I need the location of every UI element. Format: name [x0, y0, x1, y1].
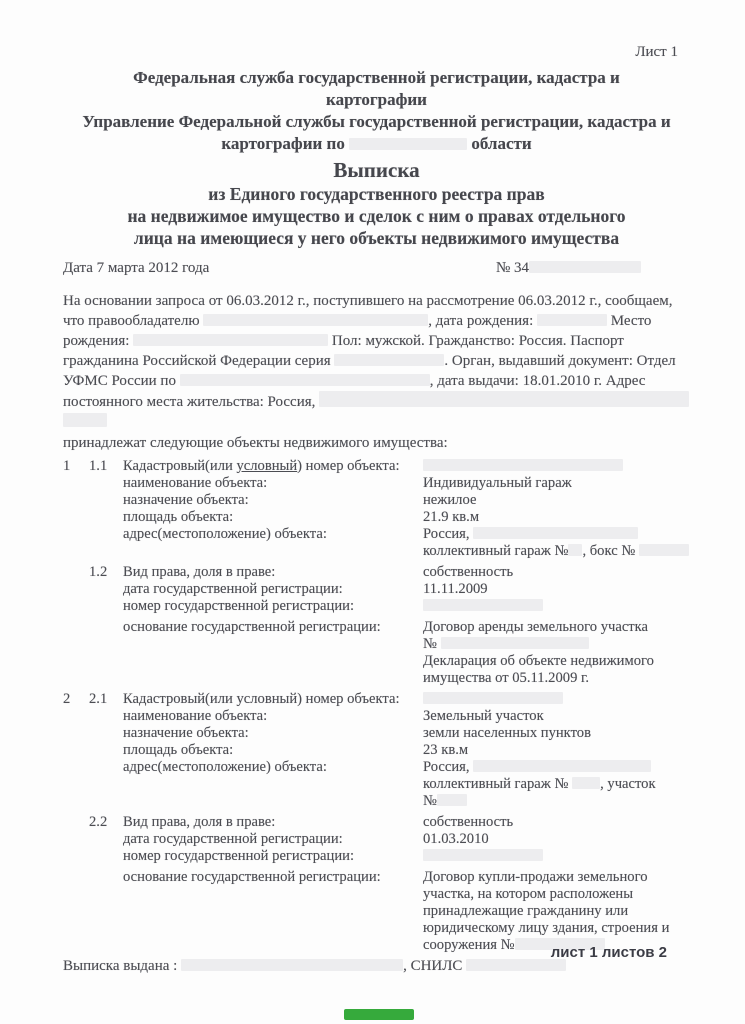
property-row [63, 708, 690, 725]
field-value [423, 691, 690, 708]
text-segment: принадлежащие гражданину или [423, 903, 629, 919]
value-line [423, 475, 690, 492]
title-line-3: на недвижимое имущество и сделок с ним о правах отдельного [127, 206, 626, 226]
field-label [123, 691, 423, 708]
property-list [63, 458, 690, 954]
redaction-box [423, 692, 563, 704]
value-line [423, 886, 690, 903]
text-segment: дата государственной регистрации: [123, 831, 343, 847]
text-segment: ) номер объекта: [297, 458, 400, 474]
title-line-1: Выписка [333, 158, 420, 182]
field-label [123, 848, 423, 865]
header-line-4 [63, 133, 690, 155]
redaction-box [437, 794, 467, 806]
title-line-2: из Единого государственного реестра прав [208, 184, 545, 204]
text-segment: номер государственной регистрации: [123, 598, 355, 614]
property-row [63, 742, 690, 759]
value-line [423, 636, 690, 653]
redaction-box [203, 314, 428, 326]
property-row [63, 581, 690, 598]
field-label [123, 526, 423, 543]
text-segment: № 34 [496, 260, 530, 276]
value-line [423, 458, 690, 475]
text-segment: гражданина Российской Федерации серия [63, 353, 335, 369]
text-segment: наименование объекта: [123, 475, 268, 491]
text-segment: участка, на котором расположены [423, 886, 634, 902]
sub-item-number: 1.1 [89, 458, 108, 474]
text-segment: Кадастровый(или условный) номер объекта: [123, 691, 400, 707]
value-line [423, 691, 690, 708]
item-number: 2 [63, 691, 71, 707]
field-label [123, 619, 423, 636]
field-value [423, 458, 690, 475]
text-segment: Договор аренды земельного участка [423, 619, 649, 635]
property-row [63, 869, 690, 954]
text-segment: Индивидуальный гараж [423, 475, 572, 491]
sheet-label: Лист 1 [635, 44, 678, 60]
text-segment: номер государственной регистрации: [123, 848, 355, 864]
belongs-line: принадлежат следующие объекты недвижимого имущества: [63, 435, 448, 451]
text-segment: площадь объекта: [123, 742, 234, 758]
text-segment: Выписка выдана : [63, 958, 182, 974]
value-line [423, 831, 690, 848]
underlined-text: условный [236, 458, 298, 474]
text-segment: назначение объекта: [123, 492, 249, 508]
field-value [423, 869, 690, 954]
redaction-box [423, 849, 543, 861]
redaction-box [473, 527, 638, 539]
redaction-box [572, 777, 600, 789]
sub-item-number: 2.1 [89, 691, 108, 707]
text-segment: Пол: мужской. Гражданство: Россия. Паспорт [328, 333, 624, 349]
bottom-green-bar [344, 1009, 414, 1020]
field-value [423, 509, 690, 526]
field-value [423, 831, 690, 848]
text-segment: основание государственной регистрации: [123, 619, 381, 635]
text-segment: Место [606, 313, 652, 329]
text-segment: дата государственной регистрации: [123, 581, 343, 597]
text-segment: Россия, [423, 526, 474, 542]
field-label [123, 598, 423, 615]
field-value [423, 759, 690, 810]
property-row [63, 458, 690, 475]
value-line [423, 725, 690, 742]
value-line [423, 619, 690, 636]
intro-paragraph [63, 291, 690, 453]
text-segment: Земельный участок [423, 708, 544, 724]
property-row [63, 814, 690, 831]
value-line [423, 869, 690, 886]
text-segment: Вид права, доля в праве: [123, 564, 276, 580]
text-segment: имущества от 05.11.2009 г. [423, 670, 589, 686]
property-row [63, 725, 690, 742]
redaction-box [180, 374, 430, 386]
value-line [423, 903, 690, 920]
value-line [423, 653, 690, 670]
field-label [123, 564, 423, 581]
intro-line [63, 291, 690, 311]
text-segment: картографии по [221, 134, 350, 153]
field-value [423, 814, 690, 831]
field-label [123, 869, 423, 886]
document-header [63, 67, 690, 155]
text-segment: нежилое [423, 492, 477, 508]
text-segment: собственность [423, 564, 514, 580]
page-counter: лист 1 листов 2 [550, 944, 667, 961]
value-line [423, 581, 690, 598]
field-value [423, 581, 690, 598]
field-value [423, 848, 690, 865]
field-label [123, 708, 423, 725]
text-segment: земли населенных пунктов [423, 725, 591, 741]
text-segment: № [423, 793, 437, 809]
field-label [123, 492, 423, 509]
field-value [423, 564, 690, 581]
text-segment: коллективный гараж № [423, 543, 569, 559]
redaction-box [133, 334, 328, 346]
field-label [123, 509, 423, 526]
field-label [123, 742, 423, 759]
text-segment: Декларация об объекте недвижимого [423, 653, 654, 669]
text-segment: 23 кв.м [423, 742, 469, 758]
title-line-4: лица на имеющиеся у него объекты недвижимого имущества [133, 228, 620, 248]
text-segment: , дата рождения: [428, 313, 537, 329]
redaction-box [537, 314, 607, 326]
text-segment: рождения: [63, 333, 134, 349]
value-line [423, 543, 690, 560]
value-line [423, 776, 690, 793]
intro-line [63, 331, 690, 351]
field-value [423, 475, 690, 492]
value-line [423, 670, 690, 687]
field-label [123, 831, 423, 848]
value-line [423, 708, 690, 725]
redaction-box [334, 354, 444, 366]
meta-row [63, 259, 690, 278]
text-segment: , участок [600, 776, 656, 792]
text-segment: Вид права, доля в праве: [123, 814, 276, 830]
text-segment: УФМС России по [63, 373, 180, 389]
sub-item-number: 2.2 [89, 814, 108, 830]
document-title [63, 157, 690, 249]
text-segment: , дата выдачи: 18.01.2010 г. Адрес [429, 373, 646, 389]
property-row [63, 475, 690, 492]
text-segment: назначение объекта: [123, 725, 249, 741]
value-line [423, 492, 690, 509]
field-label [123, 475, 423, 492]
text-segment: На основании запроса от 06.03.2012 г., поступившего на рассмотрение 06.03.2012 г., сообщаем, [63, 293, 673, 309]
text-segment: области [467, 134, 532, 153]
field-label [123, 458, 423, 475]
text-segment: юридическому лицу здания, строения и [423, 920, 670, 936]
field-value [423, 598, 690, 615]
text-segment: , бокс № [582, 543, 639, 559]
intro-line [63, 371, 690, 391]
redaction-box [423, 459, 623, 471]
text-segment: 11.11.2009 [423, 581, 488, 597]
redaction-box [441, 637, 589, 649]
value-line [423, 598, 690, 615]
text-segment: адрес(местоположение) объекта: [123, 526, 327, 542]
field-value [423, 708, 690, 725]
text-segment: постоянного места жительства: Россия, [63, 394, 320, 410]
property-row [63, 831, 690, 848]
redaction-box [319, 391, 689, 407]
redaction-box [423, 599, 543, 611]
field-label [123, 814, 423, 831]
redaction-box [568, 544, 582, 556]
document-date: Дата 7 марта 2012 года [63, 260, 210, 276]
value-line [423, 848, 690, 865]
redaction-box [639, 544, 689, 556]
redaction-box [473, 760, 651, 772]
field-value [423, 492, 690, 509]
redaction-box [349, 138, 467, 150]
text-segment: № [423, 636, 441, 652]
property-row [63, 598, 690, 615]
field-value [423, 725, 690, 742]
property-row [63, 492, 690, 509]
text-segment: . Орган, выдавший документ: Отдел [444, 353, 676, 369]
value-line [423, 564, 690, 581]
field-label [123, 581, 423, 598]
text-segment: наименование объекта: [123, 708, 268, 724]
redaction-box [181, 959, 403, 971]
sub-item-number: 1.2 [89, 564, 108, 580]
text-segment: сооружения № [423, 937, 515, 953]
property-row [63, 564, 690, 581]
text-segment: собственность [423, 814, 514, 830]
header-line-1: Федеральная служба государственной регистрации, кадастра и [133, 68, 620, 87]
property-row [63, 509, 690, 526]
value-line [423, 920, 690, 937]
redaction-box [529, 261, 641, 273]
property-row [63, 848, 690, 865]
value-line [423, 814, 690, 831]
value-line [423, 793, 690, 810]
field-label [123, 725, 423, 742]
text-segment: адрес(местоположение) объекта: [123, 759, 327, 775]
value-line [423, 742, 690, 759]
field-value [423, 742, 690, 759]
value-line [423, 509, 690, 526]
value-line [423, 526, 690, 543]
text-segment: площадь объекта: [123, 509, 234, 525]
header-line-2: картографии [326, 90, 427, 109]
field-label [123, 759, 423, 776]
text-segment: основание государственной регистрации: [123, 869, 381, 885]
property-row [63, 526, 690, 560]
text-segment: , СНИЛС [403, 958, 467, 974]
text-segment: что правообладателю [63, 313, 204, 329]
text-segment: 01.03.2010 [423, 831, 489, 847]
property-row [63, 759, 690, 810]
text-segment: коллективный гараж № [423, 776, 573, 792]
field-value [423, 526, 690, 560]
text-segment: Кадастровый(или [123, 458, 237, 474]
field-value [423, 619, 690, 687]
document-number [496, 259, 696, 278]
intro-line [63, 391, 690, 412]
intro-line [63, 412, 690, 432]
text-segment: Договор купли-продажи земельного [423, 869, 648, 885]
text-segment: Россия, [423, 759, 474, 775]
header-line-3: Управление Федеральной службы государственной регистрации, кадастра и [82, 112, 671, 131]
redaction-box [63, 413, 107, 427]
intro-line [63, 311, 690, 331]
property-row [63, 691, 690, 708]
text-segment: 21.9 кв.м [423, 509, 480, 525]
intro-line [63, 351, 690, 371]
property-row [63, 619, 690, 687]
item-number: 1 [63, 458, 71, 474]
value-line [423, 759, 690, 776]
